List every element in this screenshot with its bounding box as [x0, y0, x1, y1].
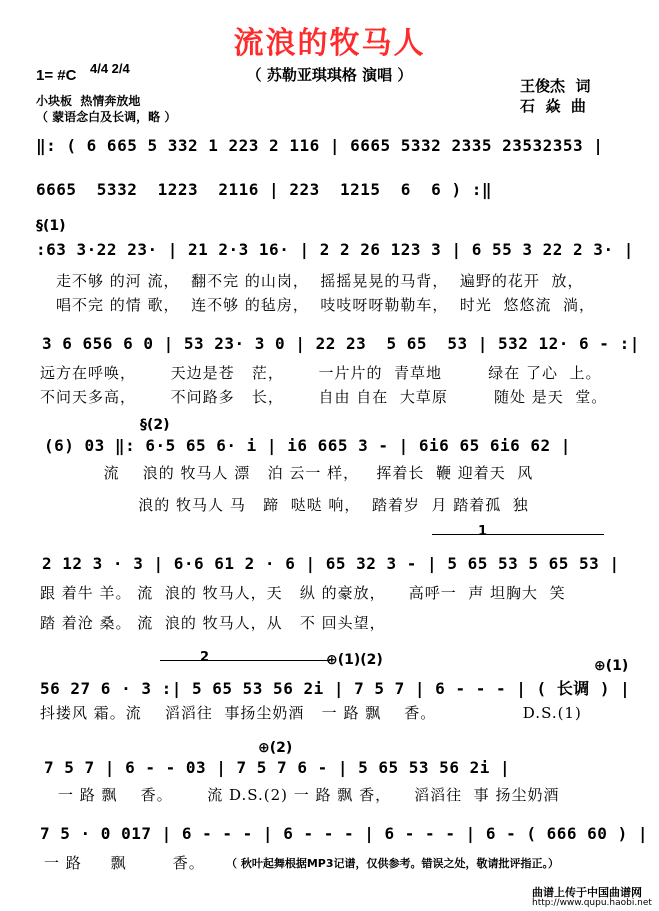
volta-2-bracket — [160, 660, 330, 661]
score-row-5-lyric-1: 流 浪的 牧马人 漂 泊 云一 样， 挥着长 鞭 迎着天 风 — [46, 464, 534, 482]
transcriber-note: （ 秋叶起舞根据MP3记谱，仅供参考。错误之处，敬请批评指正。） — [226, 857, 559, 870]
score-row-3-notes: :63 3·22 23· | 21 2·3 16· | 2 2 26 123 3 | 6 55 3 22 2 3· | — [36, 240, 634, 259]
score-row-1-notes: ‖: ( 6 665 5 332 1 223 2 116 | 6665 5332 2335 23532353 | — [36, 136, 604, 155]
score-row-4-lyric-1: 远方在呼唤， 天边是苍 茫， 一片片的 青草地 绿在 了心 上。 — [40, 364, 602, 382]
score-row-7-notes: 56 27 6 · 3 :| 5 65 53 56 2i | 7 5 7 | 6 - - - | ( 长调 ) | — [40, 679, 631, 698]
score-row-6-lyric-1: 跟 着牛 羊。 流 浪的 牧马人，天 纵 的豪放， 高呼一 声 坦胸大 笑 — [40, 584, 566, 602]
score-row-3-lyric-1: 走不够 的河 流， 翻不完 的山岗， 摇摇晃晃的马背， 遍野的花开 放， — [56, 272, 584, 290]
tempo-marking: 小块板 热情奔放地 — [36, 94, 141, 108]
key-signature: 1= #C — [36, 67, 77, 84]
coda-2-mark: ⊕(2) — [258, 740, 293, 756]
score-row-9-lyric-1: 一 路 飘 香。 — [44, 854, 205, 872]
score-row-8-notes: 7 5 7 | 6 - - 03 | 7 5 7 6 - | 5 65 53 56 2i | — [44, 758, 511, 777]
score-row-5-notes: (6) 03 ‖: 6·5 65 6· i | i6 665 3 - | 6i6 65 6i6 62 | — [44, 436, 571, 455]
score-row-4-notes: 3 6 656 6 0 | 53 23· 3 0 | 22 23 5 65 53 | 532 12· 6 - :| — [42, 334, 640, 353]
lyricist-credit: 王俊杰 词 — [520, 77, 591, 95]
volta-1-bracket — [432, 534, 604, 535]
coda-1-mark: ⊕(1) — [594, 658, 629, 674]
intro-note: （ 蒙语念白及长调，略 ） — [36, 110, 177, 124]
volta-2-label: 2 — [200, 650, 210, 665]
watermark-site-name: 曲谱上传于中国曲谱网 — [532, 886, 642, 899]
score-row-7-lyric-1: 抖搂风 霜。流 滔滔往 事扬尘奶酒 一 路 飘 香。 D.S.(1) — [40, 704, 582, 722]
score-row-6-notes: 2 12 3 · 3 | 6·6 61 2 · 6 | 65 32 3 - | 5 65 53 5 65 53 | — [42, 554, 620, 573]
performer-line: （ 苏勒亚琪琪格 演唱 ） — [246, 66, 413, 84]
volta-1-label: 1 — [478, 524, 488, 539]
score-row-5-lyric-2: 浪的 牧马人 马 蹄 哒哒 响， 踏着岁 月 踏着孤 独 — [46, 496, 529, 514]
score-row-6-lyric-2: 踏 着沧 桑。 流 浪的 牧马人，从 不 回头望， — [40, 614, 386, 632]
segno-2-mark: §(2) — [140, 417, 170, 433]
segno-1-mark: §(1) — [36, 218, 66, 234]
score-row-2-notes: 6665 5332 1223 2116 | 223 1215 6 6 ) :‖ — [36, 180, 492, 199]
score-row-8-lyric-1: 一 路 飘 香。 流 D.S.(2) 一 路 飘 香， 滔滔往 事 扬尘奶酒 — [58, 786, 560, 804]
time-signature: 4/4 2/4 — [90, 61, 130, 76]
composer-credit: 石 焱 曲 — [520, 97, 586, 115]
coda-1-2-mark: ⊕(1)(2) — [326, 652, 383, 668]
song-title: 流浪的牧马人 — [233, 26, 426, 61]
score-row-9-notes: 7 5 · 0 017 | 6 - - - | 6 - - - | 6 - - - | 6 - ( 666 60 ) | — [40, 824, 648, 843]
score-row-4-lyric-2: 不问天多高， 不问路多 长， 自由 自在 大草原 随处 是天 堂。 — [40, 388, 608, 406]
score-row-3-lyric-2: 唱不完 的情 歌， 连不够 的毡房， 吱吱呀呀勒勒车， 时光 悠悠流 淌， — [56, 296, 595, 314]
watermark-url: http://www.qupu.haobi.net — [532, 898, 652, 908]
